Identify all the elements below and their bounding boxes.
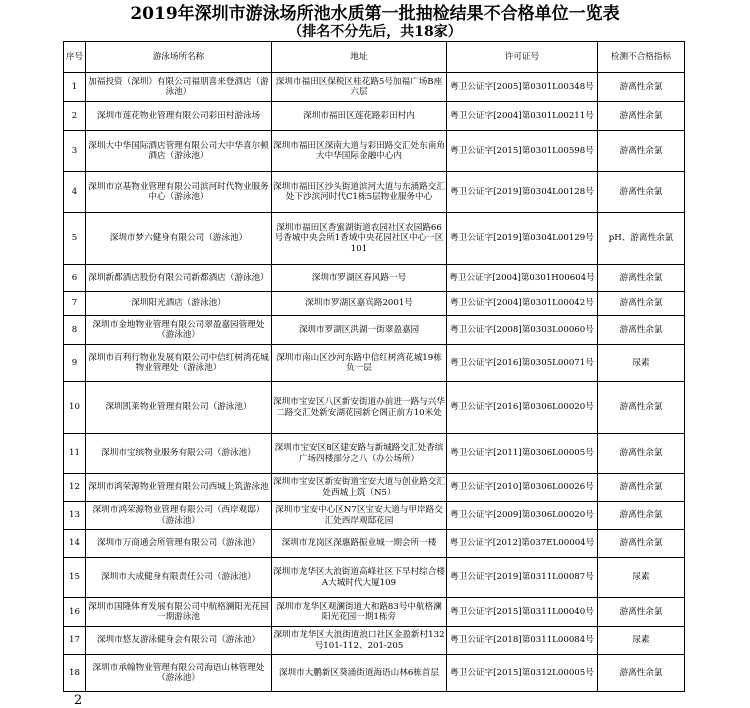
failed-indicator: 游离性余氯 [598, 73, 685, 102]
venue-name: 深圳市万商通会所管理有限公司（游泳池） [86, 530, 272, 558]
row-index: 14 [64, 530, 86, 558]
license-number: 粤卫公证字[2004]第0301H00604号 [447, 265, 598, 292]
row-index: 5 [64, 213, 86, 265]
table-row [64, 345, 685, 382]
table-row [64, 316, 685, 345]
failed-indicator: 游离性余氯 [598, 474, 685, 502]
failed-indicator: 游离性余氯 [598, 434, 685, 474]
header-index: 序号 [64, 42, 86, 73]
license-number: 粤卫公证字[2016]第0306L00020号 [447, 382, 598, 434]
license-number: 粤卫公证字[2011]第0306L00005号 [447, 434, 598, 474]
row-index: 18 [64, 655, 86, 692]
table-row [64, 382, 685, 434]
table-row [64, 530, 685, 558]
row-index: 15 [64, 558, 86, 598]
venue-name: 深圳市宝缤物业服务有限公司（游泳池） [86, 434, 272, 474]
venue-name: 深圳市百利行物业发展有限公司中信红树湾花城物业管理处（游泳池） [86, 345, 272, 382]
table-row [64, 655, 685, 692]
license-number: 粤卫公证字[2004]第0301L00211号 [447, 102, 598, 131]
failed-indicator: 尿素 [598, 558, 685, 598]
venue-address: 深圳市福田区沙头街道滨河大道与东涌路交汇处下沙滨河时代C1栋5层物业服务中心 [272, 172, 447, 213]
failed-indicator: 游离性余氯 [598, 530, 685, 558]
license-number: 粤卫公证字[2009]第0306L00020号 [447, 502, 598, 530]
license-number: 粤卫公证字[2010]第0306L00026号 [447, 474, 598, 502]
table-row [64, 474, 685, 502]
failed-indicator: 游离性余氯 [598, 131, 685, 172]
header-venue-name: 游泳场所名称 [86, 42, 272, 73]
failed-indicator: 游离性余氯 [598, 172, 685, 213]
header-license: 许可证号 [447, 42, 598, 73]
table-row [64, 292, 685, 316]
venue-address: 深圳市罗湖区春风路一号 [272, 265, 447, 292]
license-number: 粤卫公证字[2015]第0312L00005号 [447, 655, 598, 692]
table-row [64, 131, 685, 172]
row-index: 8 [64, 316, 86, 345]
venue-name: 深圳大中华国际酒店管理有限公司大中华喜尔顿酒店（游泳池） [86, 131, 272, 172]
venue-name: 深圳市国隆体育发展有限公司中航格澜阳光花园一期游泳池 [86, 598, 272, 627]
row-index: 1 [64, 73, 86, 102]
venue-name: 深圳市鸿荣源物业管理有限公司（西岸观邸）（游泳池） [86, 502, 272, 530]
venue-address: 深圳市宝安区八区新安街道办前进一路与兴华二路交汇处新安湖花园新仑阁正前方10米处 [272, 382, 447, 434]
row-index: 13 [64, 502, 86, 530]
venue-name: 深圳凯莱物业管理有限公司（游泳池） [86, 382, 272, 434]
row-index: 16 [64, 598, 86, 627]
venue-address: 深圳市大鹏新区葵涌街道海语山林6栋首层 [272, 655, 447, 692]
license-number: 粤卫公证字[2018]第0311L00084号 [447, 627, 598, 655]
license-number: 粤卫公证字[2015]第0311L00040号 [447, 598, 598, 627]
venue-address: 深圳市龙华区大浪街道高峰社区下早村综合楼A大城时代大厦109 [272, 558, 447, 598]
venue-address: 深圳市福田区莲花路彩田村内 [272, 102, 447, 131]
venue-name: 深圳阳光酒店（游泳池） [86, 292, 272, 316]
failed-indicator: 游离性余氯 [598, 655, 685, 692]
license-number: 粤卫公证字[2004]第0301L00042号 [447, 292, 598, 316]
failed-indicator: 尿素 [598, 627, 685, 655]
header-failed-indicator: 检测不合格指标 [598, 42, 685, 73]
page-number: 2 [74, 693, 83, 708]
venue-address: 深圳市龙华区大浪街道浪口社区金盈新村132号101-112、201-205 [272, 627, 447, 655]
row-index: 17 [64, 627, 86, 655]
failed-indicator: 游离性余氯 [598, 316, 685, 345]
table-row [64, 502, 685, 530]
venue-name: 深圳市承翰物业管理有限公司海语山林管理处（游泳池） [86, 655, 272, 692]
venue-name: 深圳市鸿荣源物业管理有限公司西城上筑游泳池 [86, 474, 272, 502]
venue-address: 深圳市福田区深南大道与彩田路交汇处东南角大中华国际金融中心内 [272, 131, 447, 172]
venue-name: 深圳市大成健身有限责任公司（游泳池） [86, 558, 272, 598]
table-body [64, 73, 685, 692]
venue-address: 深圳市宝安区新安街道宝安大道与创业路交汇处西城上筑（N5） [272, 474, 447, 502]
row-index: 7 [64, 292, 86, 316]
header-address: 地址 [272, 42, 447, 73]
venue-address: 深圳市福田区香蜜湖街道农园社区农园路66号香城中央会所1香域中央花园社区中心一区101 [272, 213, 447, 265]
document-title: 2019年深圳市游泳场所池水质第一批抽检结果不合格单位一览表 [130, 4, 620, 24]
license-number: 粤卫公证字[2019]第0304L00129号 [447, 213, 598, 265]
row-index: 6 [64, 265, 86, 292]
failed-indicator: 游离性余氯 [598, 292, 685, 316]
table-row [64, 434, 685, 474]
table-row [64, 73, 685, 102]
row-index: 4 [64, 172, 86, 213]
row-index: 9 [64, 345, 86, 382]
failed-indicator: 游离性余氯 [598, 382, 685, 434]
failed-indicator: 游离性余氯 [598, 265, 685, 292]
table-row [64, 627, 685, 655]
license-number: 粤卫公证字[2008]第0303L00060号 [447, 316, 598, 345]
failed-indicator: pH、游离性余氯 [598, 213, 685, 265]
license-number: 粤卫公证字[2015]第0301L00598号 [447, 131, 598, 172]
license-number: 粤卫公证字[2012]第037EL00004号 [447, 530, 598, 558]
venue-address: 深圳市龙华区观澜街道大和路83号中航格澜阳光花园一期1栋旁 [272, 598, 447, 627]
venue-address: 深圳市罗湖区嘉宾路2001号 [272, 292, 447, 316]
venue-address: 深圳市龙岗区深惠路振业城一期会所一楼 [272, 530, 447, 558]
venue-name: 深圳市梦六健身有限公司（游泳池） [86, 213, 272, 265]
venue-address: 深圳市宝安中心区N7区宝安大道与甲岸路交汇处西岸观邸花园 [272, 502, 447, 530]
failed-indicator: 尿素 [598, 345, 685, 382]
license-number: 粤卫公证字[2019]第0304L00128号 [447, 172, 598, 213]
venue-address: 深圳市南山区沙河东路中信红树湾花城19栋负一层 [272, 345, 447, 382]
venue-name: 加福投资（深圳）有限公司福朋喜来登酒店（游泳池） [86, 73, 272, 102]
row-index: 12 [64, 474, 86, 502]
license-number: 粤卫公证字[2005]第0301L00348号 [447, 73, 598, 102]
failed-indicator: 游离性余氯 [598, 598, 685, 627]
table-header-row [64, 42, 685, 73]
venue-address: 深圳市福田区保税区桂花路5号加福广场B座六层 [272, 73, 447, 102]
venue-address: 深圳市罗湖区洪湖一街翠盈嘉园 [272, 316, 447, 345]
table-row [64, 598, 685, 627]
venue-name: 深圳新都酒店股份有限公司新都酒店（游泳池） [86, 265, 272, 292]
table-row [64, 213, 685, 265]
venue-name: 深圳市京基物业管理有限公司滨河时代物业服务中心（游泳池） [86, 172, 272, 213]
row-index: 2 [64, 102, 86, 131]
venue-name: 深圳市悠友游泳健身会有限公司（游泳池） [86, 627, 272, 655]
table-row [64, 558, 685, 598]
row-index: 10 [64, 382, 86, 434]
row-index: 11 [64, 434, 86, 474]
table-row [64, 172, 685, 213]
license-number: 粤卫公证字[2016]第0305L00071号 [447, 345, 598, 382]
failed-indicator: 游离性余氯 [598, 502, 685, 530]
table-row [64, 265, 685, 292]
row-index: 3 [64, 131, 86, 172]
failed-indicator: 游离性余氯 [598, 102, 685, 131]
venue-address: 深圳市宝安区8区建安路与新城路交汇处香缤广场四楼部分之八（办公场所） [272, 434, 447, 474]
document-subtitle: （排名不分先后，共18家） [288, 24, 462, 40]
results-table [63, 41, 685, 692]
venue-name: 深圳市金地物业管理有限公司翠盈嘉园管理处（游泳池） [86, 316, 272, 345]
venue-name: 深圳市莲花物业管理有限公司彩田村游泳场 [86, 102, 272, 131]
table-row [64, 102, 685, 131]
license-number: 粤卫公证字[2019]第0311L00087号 [447, 558, 598, 598]
